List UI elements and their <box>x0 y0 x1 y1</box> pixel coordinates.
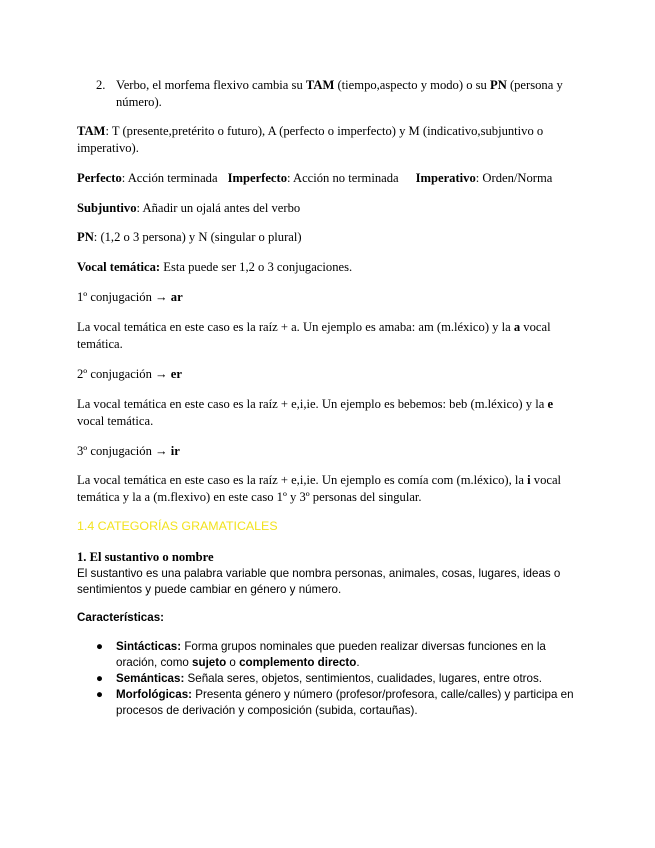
tam-text: : T (presente,pretérito o futuro), A (perfecto o imperfecto) y M (indicativo,subjuntivo o imperativo). <box>77 124 544 155</box>
pn-label: PN <box>77 230 94 244</box>
perfecto-label: Perfecto <box>77 171 122 185</box>
caracteristicas-title-text: Características: <box>77 611 165 624</box>
conjugation-prefix: 3º conjugación → <box>77 444 171 458</box>
pn-paragraph <box>77 229 577 246</box>
conjugation-prefix: 2º conjugación → <box>77 367 171 381</box>
description-bold: e <box>547 397 554 411</box>
caracteristicas-title <box>77 610 577 626</box>
imperativo-text: : Orden/Norma <box>475 171 553 185</box>
list-item <box>96 639 576 671</box>
bullet-label: Semánticas: <box>116 672 185 685</box>
list-text-part: (persona y número). <box>116 78 563 109</box>
description-text: vocal temática y la a (m.flexivo) en este caso 1º y 3º personas del singular. <box>77 473 562 504</box>
imperativo-label: Imperativo <box>415 171 476 185</box>
conjugation-2-heading <box>77 366 577 383</box>
bullet-bold: sujeto <box>192 656 227 669</box>
vocal-tematica-paragraph <box>77 259 577 276</box>
conjugation-ending: ir <box>170 444 180 458</box>
perfecto-text: : Acción terminada <box>121 171 218 185</box>
tam-paragraph <box>77 123 577 157</box>
subjuntivo-paragraph <box>77 200 577 217</box>
tam-bold: TAM <box>305 78 335 92</box>
sustantivo-title-text: 1. El sustantivo o nombre <box>77 550 214 564</box>
conjugation-3-heading <box>77 443 577 460</box>
subjuntivo-label: Subjuntivo <box>77 201 137 215</box>
imperfecto-label: Imperfecto <box>227 171 288 185</box>
caracteristicas-list <box>96 639 576 719</box>
bullet-text: Señala seres, objetos, sentimientos, cualidades, lugares, entre otros. <box>184 672 542 685</box>
section-heading: 1.4 CATEGORÍAS GRAMATICALES <box>77 519 278 533</box>
description-text: La vocal temática en este caso es la raíz + e,i,ie. Un ejemplo es bebemos: beb (m.léxico) y la <box>77 397 548 411</box>
subjuntivo-text: : Añadir un ojalá antes del verbo <box>136 201 301 215</box>
aspect-paragraph <box>77 170 617 187</box>
vocal-tematica-label: Vocal temática: <box>77 260 161 274</box>
list-item <box>96 671 576 687</box>
conjugation-2-description <box>77 396 577 430</box>
numbered-list-item <box>96 77 581 111</box>
bullet-text: Presenta género y número (profesor/profesora, calle/calles) y participa en procesos de derivación y composición (subida, cortauñas). <box>116 688 574 717</box>
description-bold: a <box>513 320 521 334</box>
description-text: vocal temática. <box>77 320 551 351</box>
conjugation-prefix: 1º conjugación → <box>77 290 171 304</box>
conjugation-3-description <box>77 472 577 506</box>
bullet-icon: ● <box>96 688 104 701</box>
bullet-text: Forma grupos nominales que pueden realizar diversas funciones en la oración, como <box>116 640 546 669</box>
pn-text: : (1,2 o 3 persona) y N (singular o plural) <box>93 230 302 244</box>
bullet-text: o <box>226 656 240 669</box>
conjugation-1-heading <box>77 289 577 306</box>
bullet-icon: ● <box>96 640 104 653</box>
list-item <box>96 687 576 719</box>
vocal-tematica-text: Esta puede ser 1,2 o 3 conjugaciones. <box>160 260 353 274</box>
sustantivo-title <box>77 549 577 566</box>
bullet-label: Sintácticas: <box>116 640 182 653</box>
description-text: La vocal temática en este caso es la raíz + e,i,ie. Un ejemplo es comía com (m.léxico), la <box>77 473 528 487</box>
bullet-label: Morfológicas: <box>116 688 193 701</box>
list-item-text <box>116 77 581 111</box>
sustantivo-paragraph: El sustantivo es una palabra variable que nombra personas, animales, cosas, lugares, ideas o sentimientos y puede cambiar en género y número. <box>77 567 561 596</box>
tam-label: TAM <box>77 124 106 138</box>
list-text-part: Verbo, el morfema flexivo cambia su <box>116 78 306 92</box>
conjugation-ending: er <box>170 367 182 381</box>
imperfecto-text: : Acción no terminada <box>287 171 399 185</box>
list-text-part: (tiempo,aspecto y modo) o su <box>334 78 490 92</box>
bullet-text: . <box>356 656 360 669</box>
pn-bold: PN <box>490 78 507 92</box>
conjugation-1-description <box>77 319 577 353</box>
description-bold: i <box>527 473 531 487</box>
bullet-icon: ● <box>96 672 104 685</box>
list-number: 2. <box>96 78 106 92</box>
description-text: vocal temática. <box>77 414 154 428</box>
conjugation-ending: ar <box>170 290 183 304</box>
description-text: La vocal temática en este caso es la raíz + a. Un ejemplo es amaba: am (m.léxico) y la <box>77 320 514 334</box>
bullet-bold: complemento directo <box>239 656 357 669</box>
